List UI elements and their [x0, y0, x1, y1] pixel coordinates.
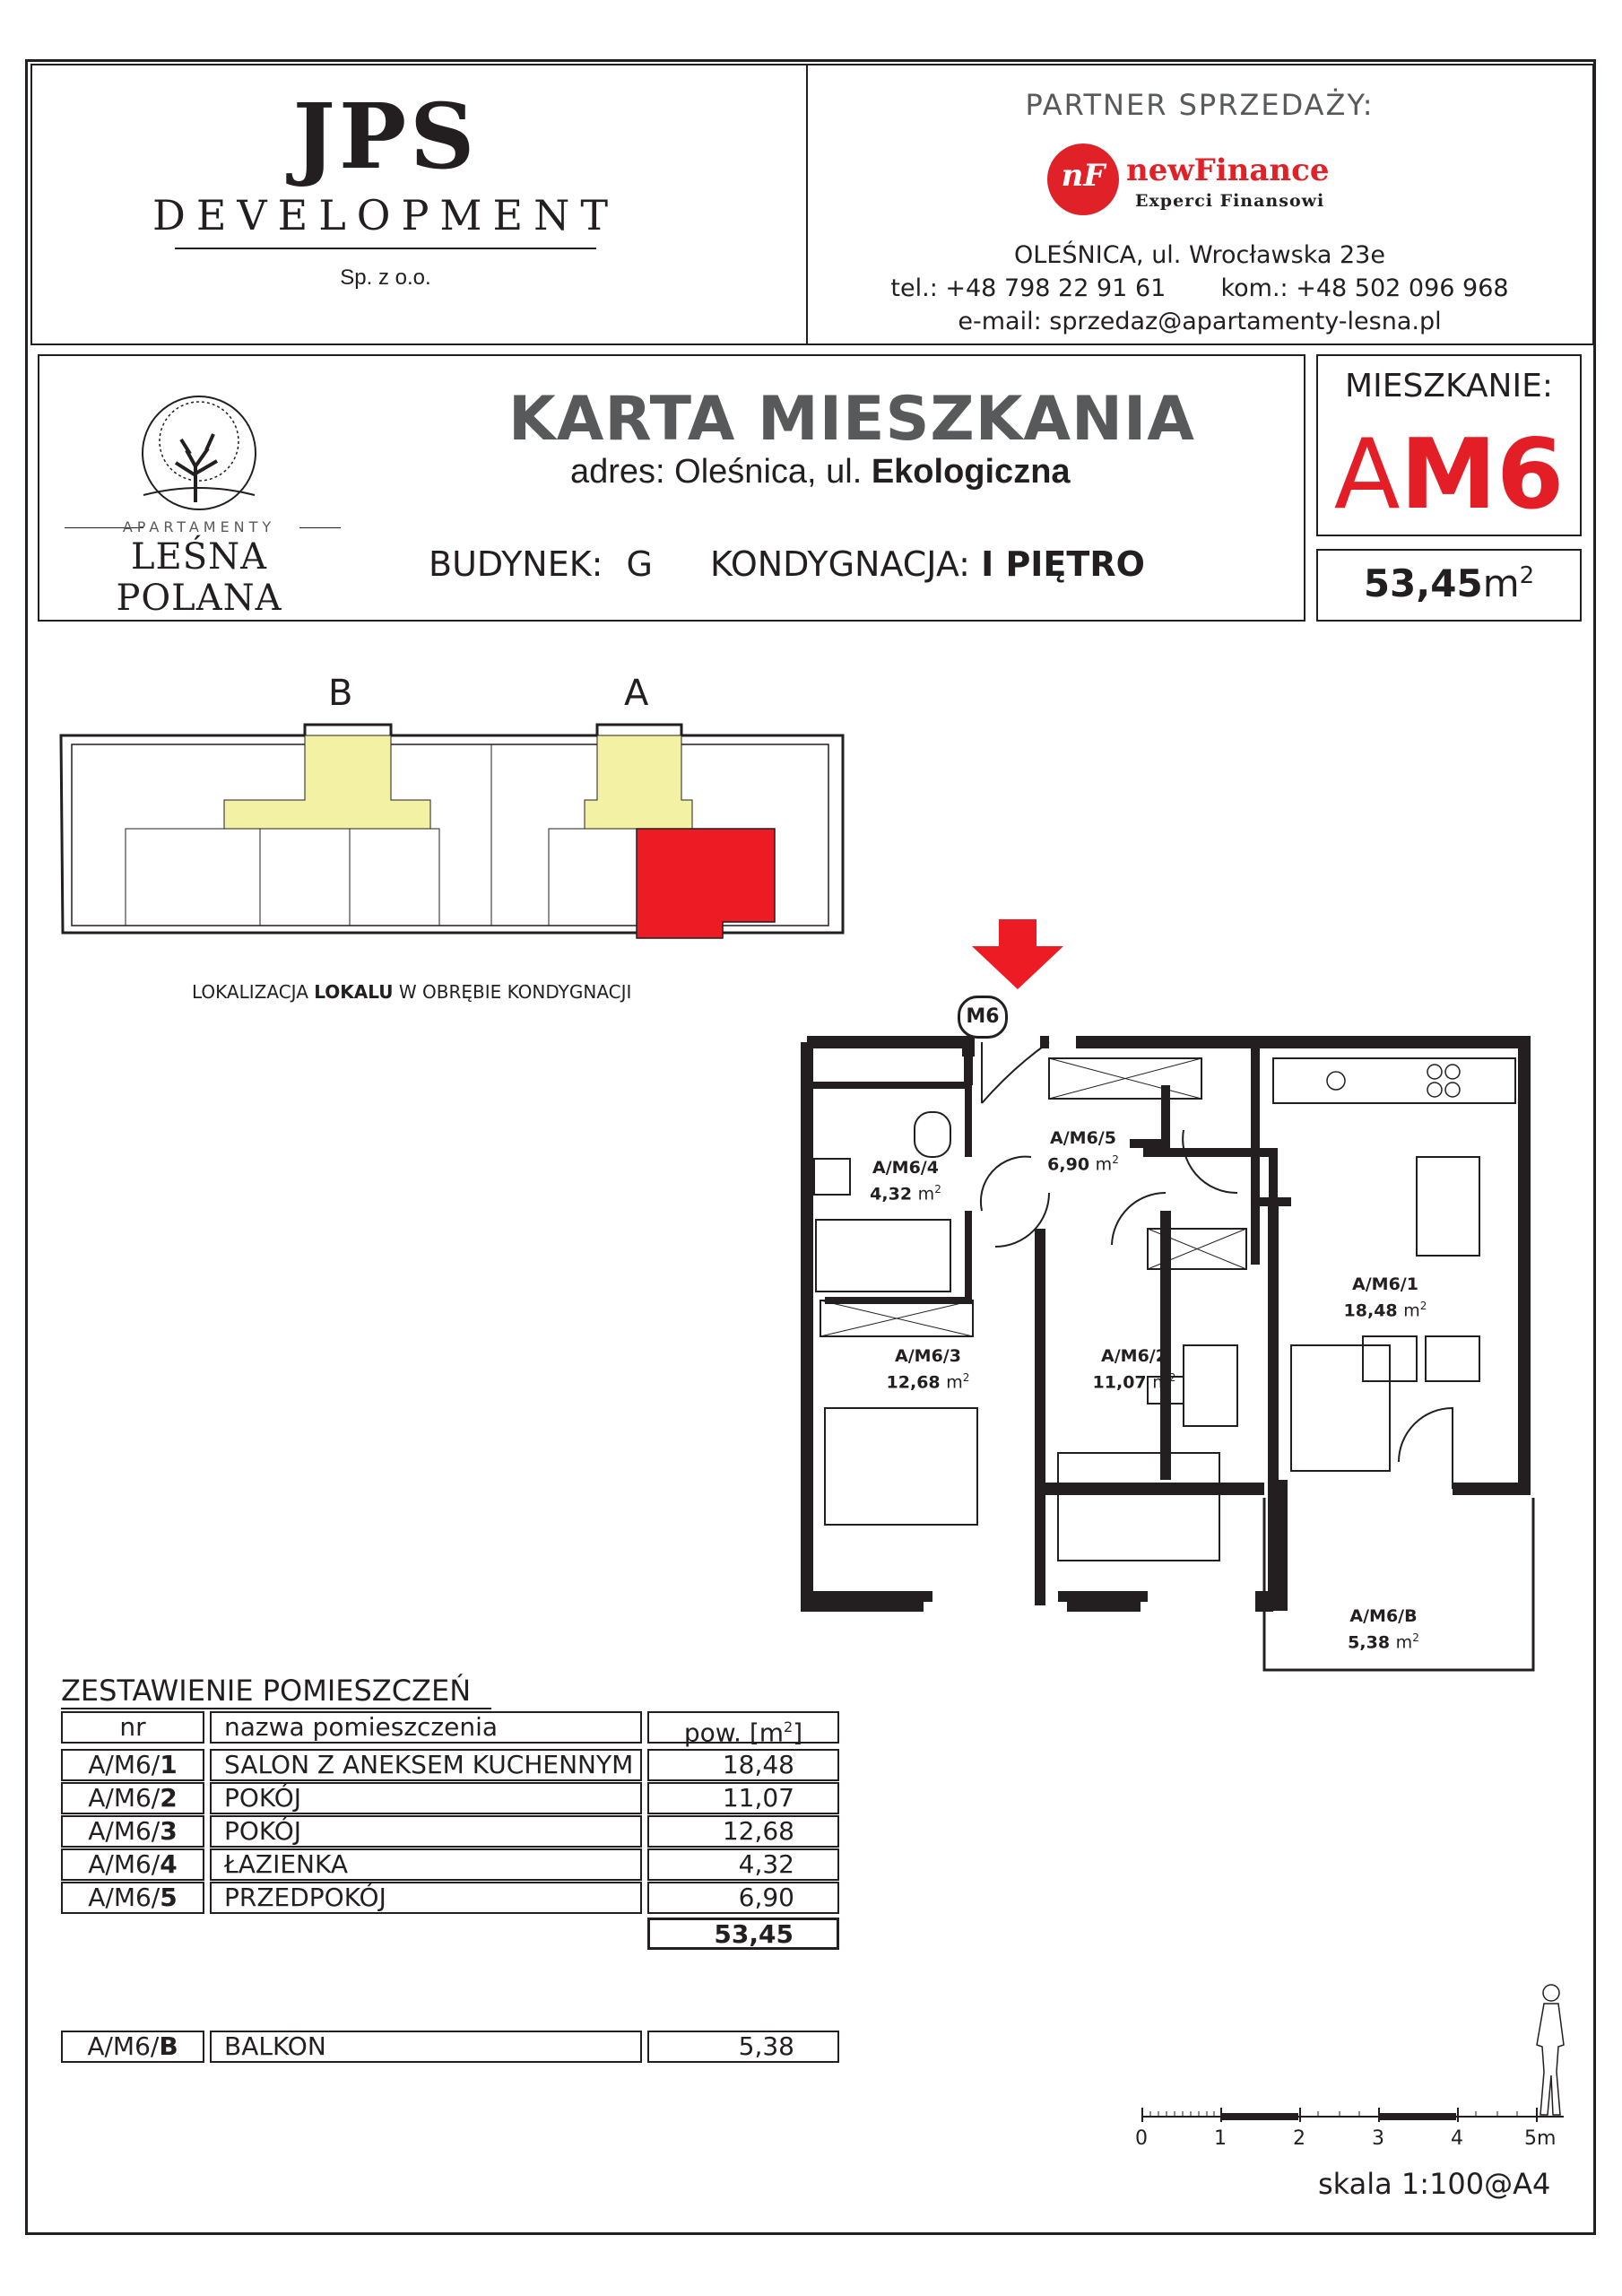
estate-logo-name: LEŚNA POLANA — [116, 536, 282, 619]
area-unit: m — [1482, 561, 1520, 605]
row-name: POKÓJ — [210, 1782, 642, 1814]
room-label-3: A/M6/3 12,68 $m^2$ — [870, 1345, 986, 1393]
developer-logo-jps: JPS — [292, 83, 479, 189]
row-area: 5,38 — [647, 2031, 839, 2063]
apartment-label: MIESZKANIE: — [1345, 368, 1553, 404]
partner-label: PARTNER SPRZEDAŻY: — [1025, 88, 1375, 122]
card-address-prefix: adres: Oleśnica, ul. — [570, 453, 863, 491]
partner-logo-tagline: Experci Finansowi — [1135, 191, 1325, 211]
scale-tick-5: 5m — [1524, 2127, 1557, 2150]
room-label-2: A/M6/2 11,07 $m^2$ — [1076, 1345, 1193, 1393]
keyplan-label-a: A — [624, 673, 649, 714]
row-name: ŁAZIENKA — [210, 1848, 642, 1881]
developer-logo-suffix: Sp. z o.o. — [340, 265, 431, 290]
room-code: A/M6/1 — [1352, 1274, 1418, 1294]
building-label: BUDYNEK: — [429, 544, 603, 584]
keyplan-label-b: B — [328, 673, 353, 714]
row-area: 18,48 — [647, 1749, 839, 1781]
row-name: PRZEDPOKÓJ — [210, 1882, 642, 1914]
keyplan-caption-1: LOKALIZACJA — [192, 981, 308, 1003]
scale-label: skala 1:100@A4 — [1318, 2167, 1551, 2201]
card-address-street: Ekologiczna — [871, 453, 1071, 491]
floor-value: I PIĘTRO — [981, 544, 1145, 584]
schedule-header-name: nazwa pomieszczenia — [210, 1711, 642, 1744]
scale-tick-2: 2 — [1293, 2127, 1305, 2150]
schedule-title: ZESTAWIENIE POMIESZCZEŃ — [61, 1674, 472, 1708]
room-area: 6,90 — [1047, 1154, 1090, 1175]
building-value: G — [626, 544, 653, 584]
room-area: 18,48 — [1343, 1300, 1398, 1321]
row-area: 12,68 — [647, 1815, 839, 1848]
row-nr: A/M6/1 — [61, 1749, 204, 1781]
partner-kom: kom.: +48 502 096 968 — [1220, 274, 1509, 302]
row-area: 6,90 — [647, 1882, 839, 1914]
area-value: 53,45 — [1363, 561, 1483, 605]
room-code: A/M6/B — [1349, 1606, 1418, 1626]
partner-email: e-mail: sprzedaz@apartamenty-lesna.pl — [958, 308, 1442, 335]
row-name: BALKON — [210, 2031, 642, 2063]
partner-address: OLEŚNICA, ul. Wrocławska 23e — [1014, 241, 1385, 269]
room-label-5: A/M6/5 6,90 $m^2$ — [1029, 1127, 1137, 1175]
partner-logo-mark-text: nF — [1061, 158, 1106, 194]
keyplan-caption-3: W OBRĘBIE KONDYGNACJI — [398, 981, 632, 1003]
card-title: KARTA MIESZKANIA — [508, 384, 1195, 455]
room-label-4: A/M6/4 4,32 $m^2$ — [852, 1157, 959, 1205]
partner-tel: tel.: +48 798 22 91 61 — [890, 274, 1167, 302]
room-area: 5,38 — [1348, 1632, 1391, 1653]
room-code: A/M6/5 — [1050, 1128, 1116, 1148]
scale-tick-1: 1 — [1214, 2127, 1227, 2150]
row-nr: A/M6/2 — [61, 1782, 204, 1814]
row-nr: A/M6/4 — [61, 1848, 204, 1881]
schedule-total: 53,45 — [647, 1918, 839, 1950]
schedule-header-nr: nr — [61, 1711, 204, 1744]
keyplan-caption-2: LOKALU — [314, 981, 394, 1003]
schedule-header-area: pow. $[m^2]$ — [647, 1711, 839, 1744]
scale-tick-3: 3 — [1372, 2127, 1384, 2150]
scale-tick-4: 4 — [1451, 2127, 1463, 2150]
room-label-b: A/M6/B 5,38 $m^2$ — [1325, 1605, 1442, 1653]
scale-tick-0: 0 — [1135, 2127, 1148, 2150]
room-code: A/M6/3 — [895, 1346, 961, 1366]
row-area: 4,32 — [647, 1848, 839, 1881]
partner-logo-name: newFinance — [1126, 152, 1330, 188]
developer-logo-development: DEVELOPMENT — [152, 191, 620, 239]
room-code: A/M6/4 — [872, 1158, 939, 1178]
room-area: 4,32 — [870, 1184, 913, 1205]
apartment-id: M6 — [1400, 419, 1565, 531]
room-label-1: A/M6/1 18,48 $m^2$ — [1327, 1274, 1444, 1321]
room-area: 12,68 — [886, 1372, 941, 1393]
row-name: SALON Z ANEKSEM KUCHENNYM — [210, 1749, 642, 1781]
room-code: A/M6/2 — [1101, 1346, 1167, 1366]
row-name: POKÓJ — [210, 1815, 642, 1848]
area-unit-sup: 2 — [1519, 562, 1535, 589]
apartment-prefix: A — [1333, 419, 1401, 531]
unit-tag-text: M6 — [966, 1005, 1000, 1028]
room-area: 11,07 — [1092, 1372, 1147, 1393]
row-nr: A/M6/5 — [61, 1882, 204, 1914]
row-nr: A/M6/B — [61, 2031, 204, 2063]
estate-logo-top: APARTAMENTY — [122, 518, 276, 535]
floor-label: KONDYGNACJA: — [710, 544, 970, 584]
page-frame — [25, 59, 1596, 2235]
row-nr: A/M6/3 — [61, 1815, 204, 1848]
row-area: 11,07 — [647, 1782, 839, 1814]
